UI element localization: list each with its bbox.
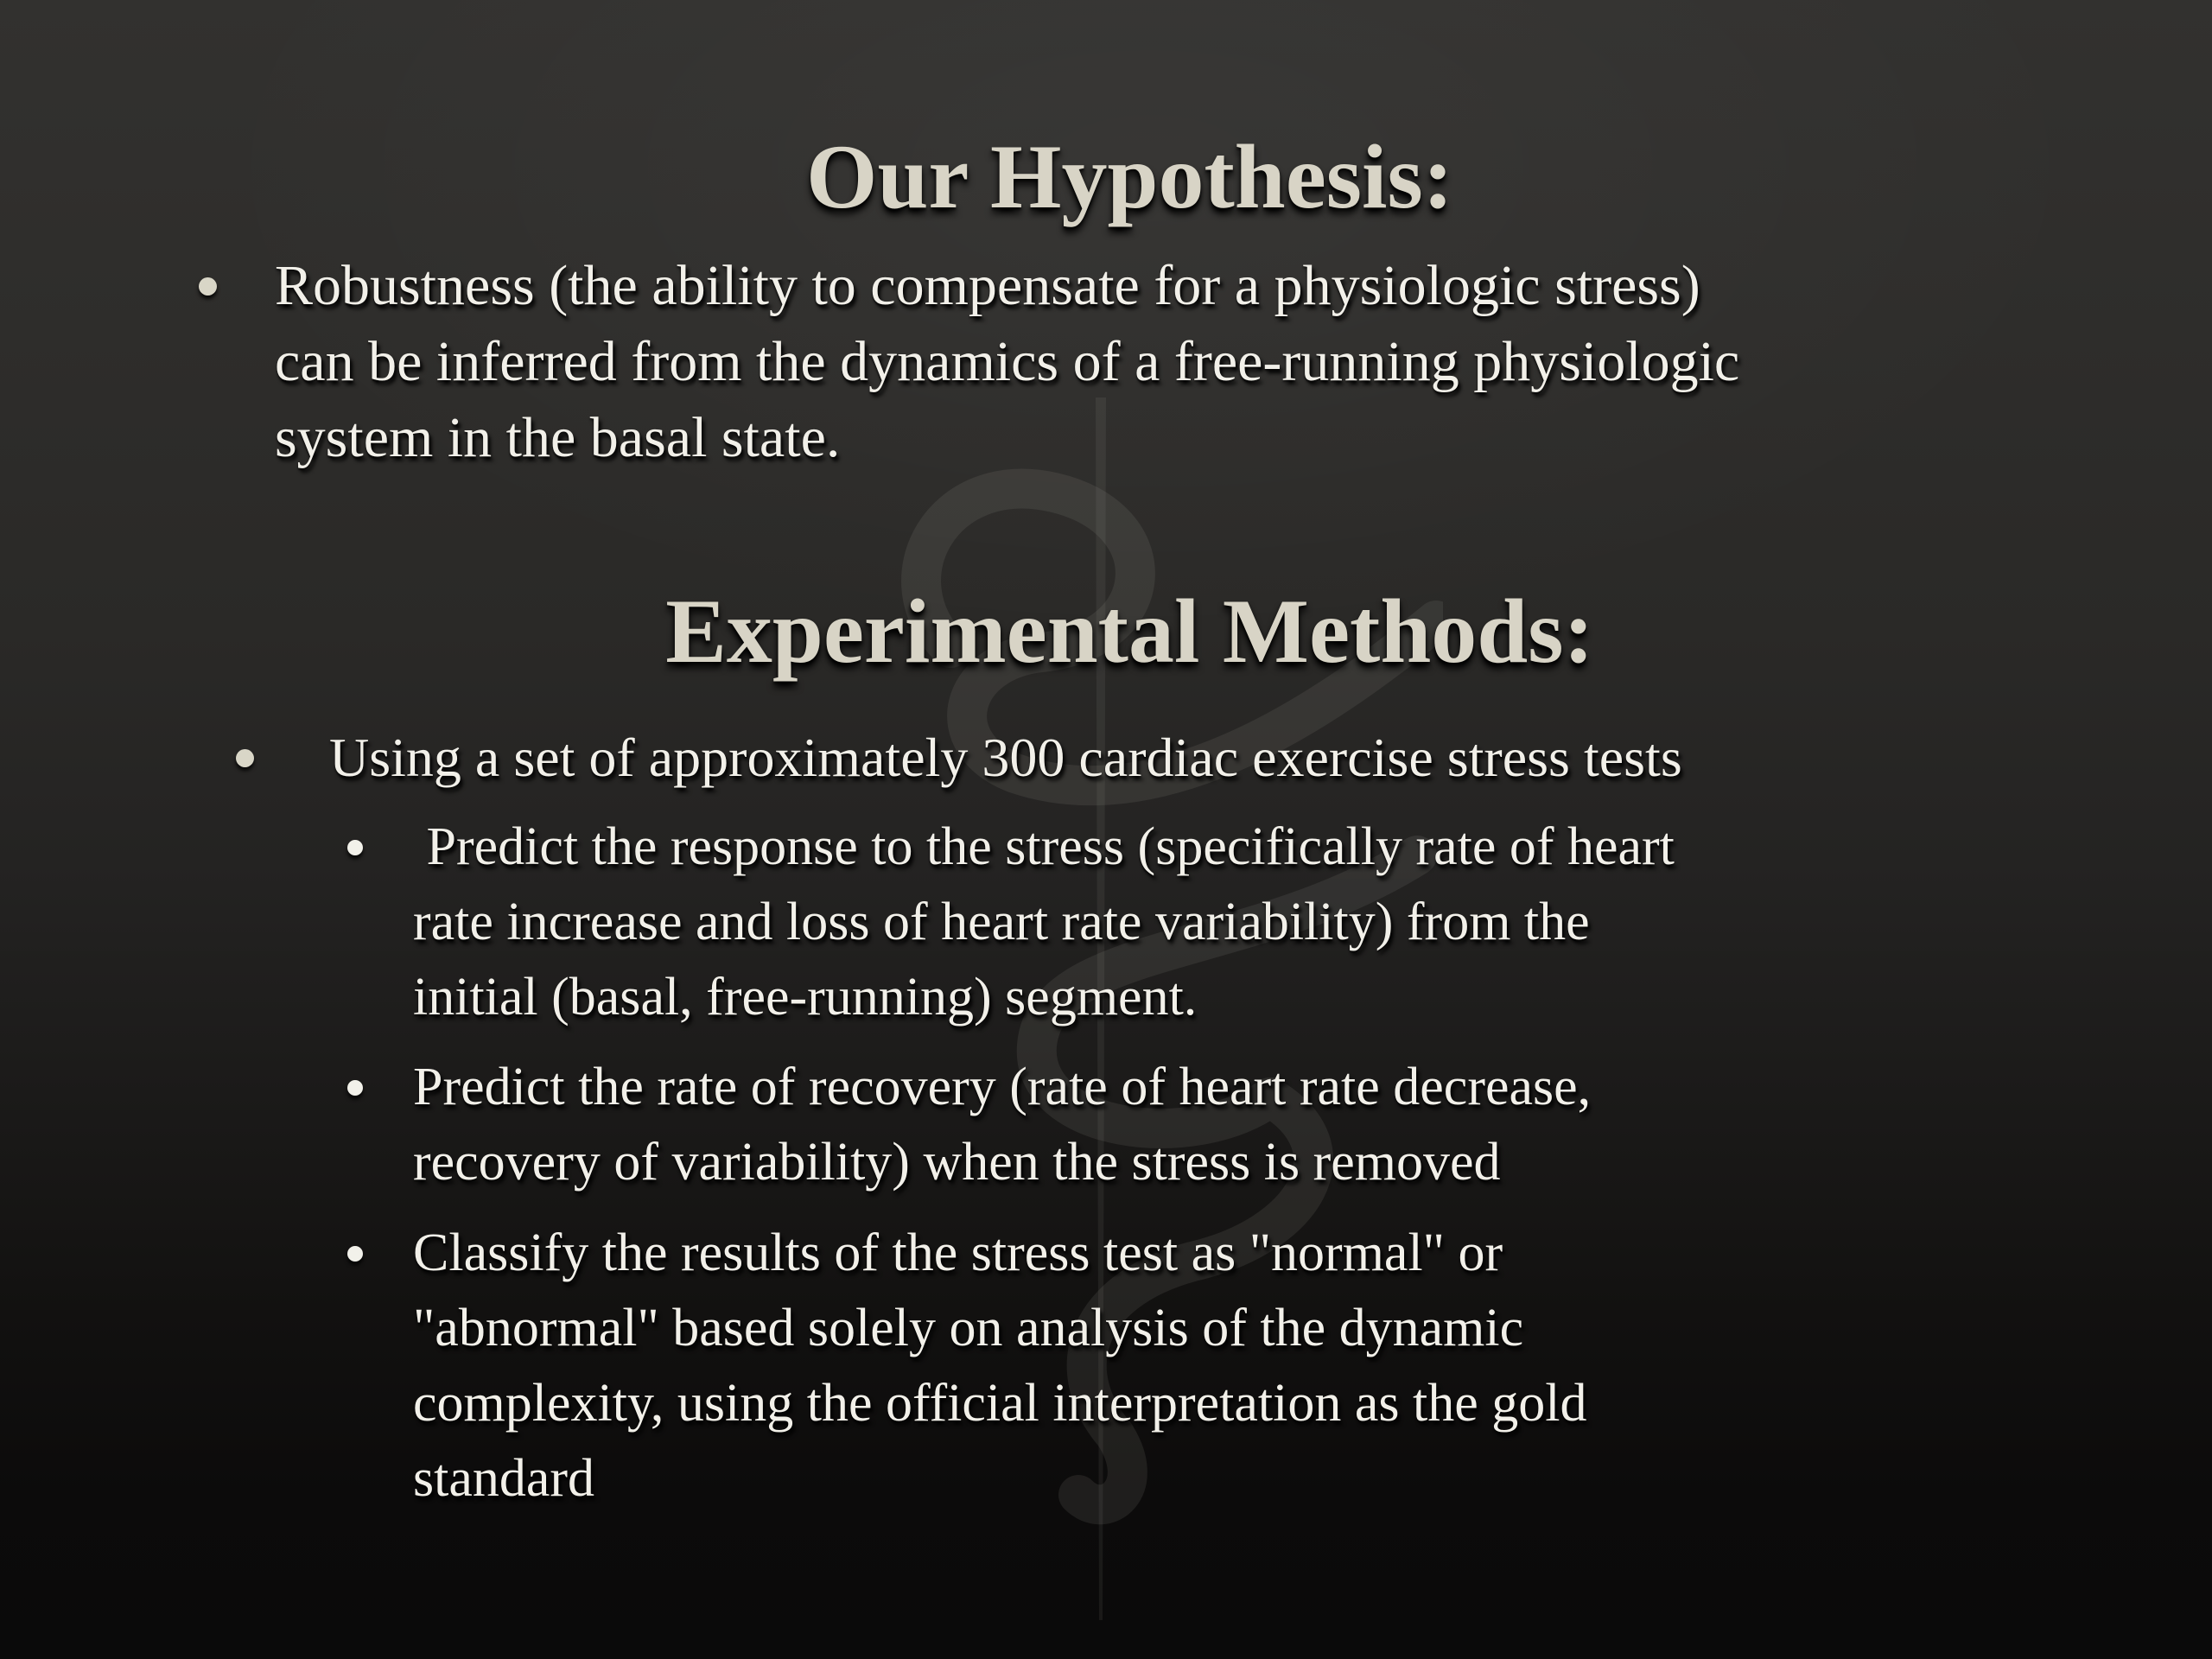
text-line: rate increase and loss of heart rate variability) from the: [413, 893, 1590, 951]
bullet-icon: [347, 1080, 363, 1096]
text-line: "abnormal" based solely on analysis of the dynamic: [413, 1299, 1524, 1357]
list-item-hypothesis: [275, 248, 1739, 476]
list-item-predict-response: [413, 810, 1675, 1035]
text-line: Robustness (the ability to compensate for a physiologic stress): [275, 254, 1700, 317]
bullet-icon: [236, 749, 254, 767]
text-line: Predict the rate of recovery (rate of heart rate decrease,: [413, 1058, 1592, 1116]
text-line: can be inferred from the dynamics of a free-running physiologic: [275, 330, 1740, 393]
list-item-using: [329, 720, 1682, 796]
list-item-classify-results: [413, 1216, 1587, 1516]
text-line: system in the basal state.: [275, 406, 841, 469]
text-line: initial (basal, free-running) segment.: [413, 968, 1198, 1027]
bullet-icon: [347, 840, 363, 855]
text-line: recovery of variability) when the stress is removed: [413, 1133, 1501, 1192]
text-line: standard: [413, 1449, 595, 1508]
text-line: Classify the results of the stress test as "normal" or: [413, 1224, 1503, 1282]
text-line: complexity, using the official interpretation as the gold: [413, 1374, 1587, 1433]
text-line: Using a set of approximately 300 cardiac exercise stress tests: [329, 727, 1682, 788]
bullet-icon: [199, 277, 217, 296]
methods-title: Experimental Methods:: [665, 581, 1594, 682]
text-line: Predict the response to the stress (specifically rate of heart: [413, 817, 1675, 876]
list-item-predict-recovery: [413, 1050, 1591, 1200]
bullet-icon: [347, 1246, 363, 1262]
hypothesis-title: Our Hypothesis:: [806, 126, 1453, 227]
